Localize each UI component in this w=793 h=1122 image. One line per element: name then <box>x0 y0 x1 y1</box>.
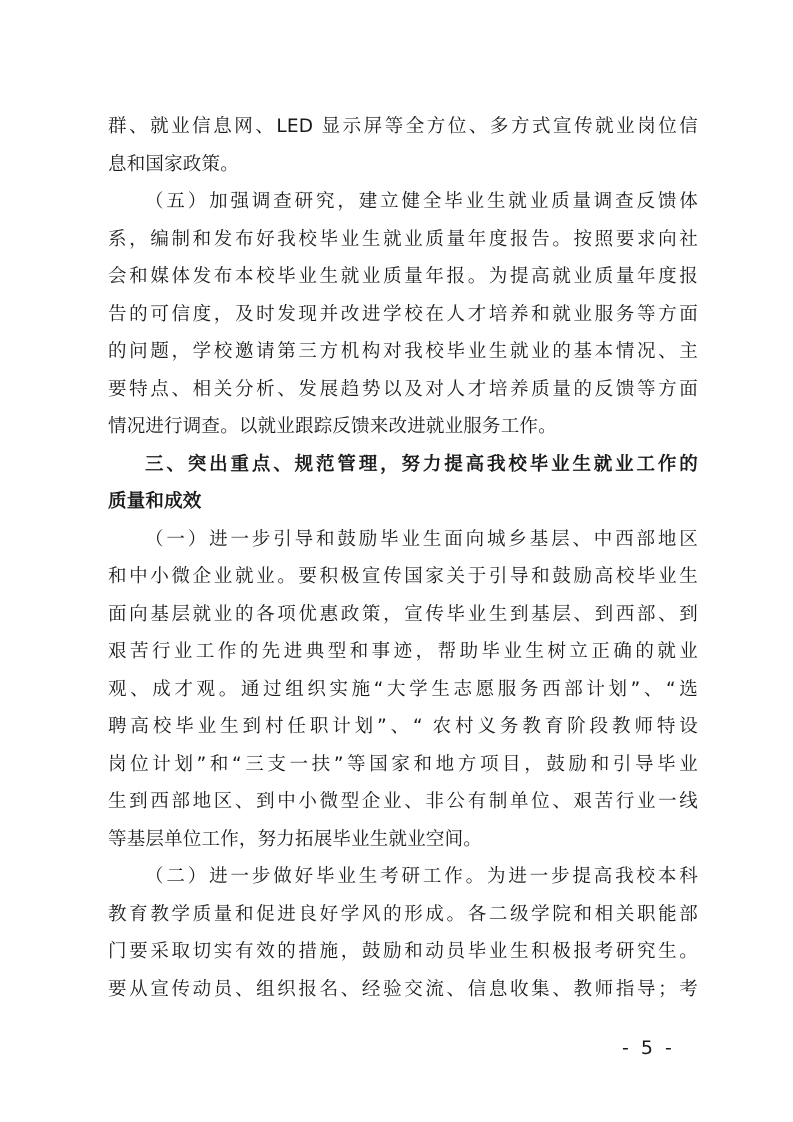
body-line: 的问题，学校邀请第三方机构对我校毕业生就业的基本情况、主 <box>108 341 698 362</box>
body-line: 要特点、相关分析、发展趋势以及对人才培养质量的反馈等方面 <box>108 378 698 400</box>
body-line: 系，编制和发布好我校毕业生就业质量年度报告。按照要求向社 <box>108 228 698 250</box>
body-line: 情况进行调查。以就业跟踪反馈来改进就业服务工作。 <box>108 416 557 437</box>
body-line: 面向基层就业的各项优惠政策，宣传毕业生到基层、到西部、到 <box>108 603 698 625</box>
body-line: 等基层单位工作，努力拓展毕业生就业空间。 <box>108 828 483 850</box>
body-line: 生到西部地区、到中小微型企业、非公有制单位、艰苦行业一线 <box>108 791 698 812</box>
paragraph-start-line: （五）加强调查研究，建立健全毕业生就业质量调查反馈体 <box>145 191 698 212</box>
section-heading: 质量和成效 <box>108 491 202 512</box>
paragraph-start-line: （二）进一步做好毕业生考研工作。为进一步提高我校本科 <box>145 866 698 887</box>
body-line: 观、成才观。通过组织实施“大学生志愿服务西部计划”、“选 <box>108 678 698 700</box>
paragraph-start-line: （一）进一步引导和鼓励毕业生面向城乡基层、中西部地区 <box>145 528 698 550</box>
body-line: 会和媒体发布本校毕业生就业质量年报。为提高就业质量年度报 <box>108 266 698 287</box>
body-line: 要从宣传动员、组织报名、经验交流、信息收集、教师指导；考 <box>108 978 698 1000</box>
body-line: 艰苦行业工作的先进典型和事迹，帮助毕业生树立正确的就业 <box>108 641 698 662</box>
document-body <box>108 108 698 1008</box>
body-line: 岗位计划”和“三支一扶”等国家和地方项目，鼓励和引导毕业 <box>108 753 698 775</box>
body-line: 群、就业信息网、LED 显示屏等全方位、多方式宣传就业岗位信 <box>108 116 698 137</box>
body-line: 和中小微企业就业。要积极宣传国家关于引导和鼓励高校毕业生 <box>108 566 698 587</box>
body-line: 门要采取切实有效的措施，鼓励和动员毕业生积极报考研究生。 <box>108 941 698 962</box>
body-line: 教育教学质量和促进良好学风的形成。各二级学院和相关职能部 <box>108 903 698 925</box>
body-line: 告的可信度，及时发现并改进学校在人才培养和就业服务等方面 <box>108 303 698 325</box>
body-line: 息和国家政策。 <box>108 153 239 175</box>
section-heading: 三、突出重点、规范管理，努力提高我校毕业生就业工作的 <box>145 453 698 475</box>
page-number: - 5 - <box>622 1037 675 1059</box>
body-line: 聘高校毕业生到村任职计划”、“ 农村义务教育阶段教师特设 <box>108 716 698 737</box>
